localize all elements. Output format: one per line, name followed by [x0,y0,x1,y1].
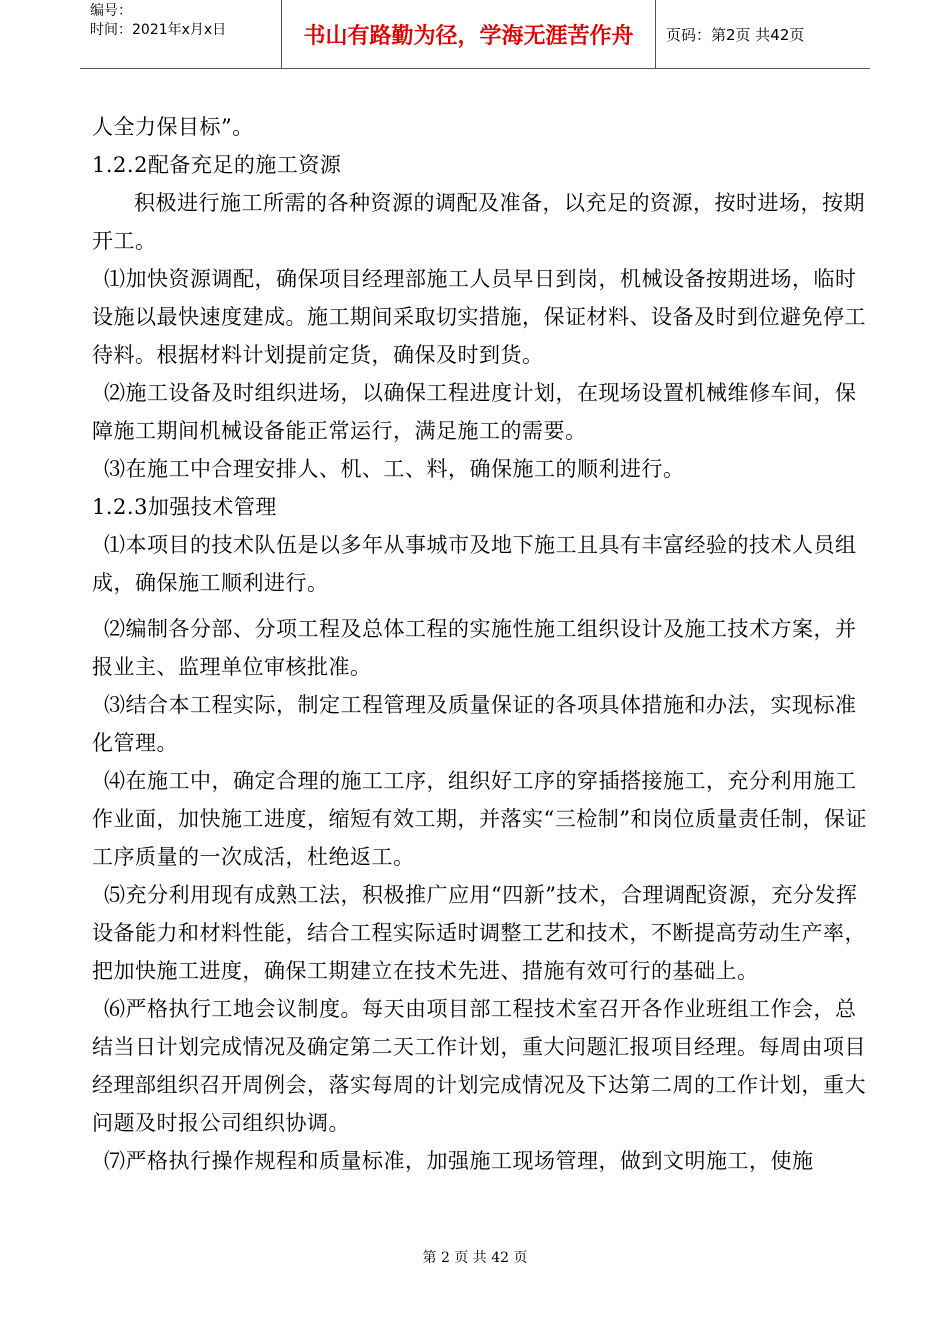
paragraph: ⑴加快资源调配，确保项目经理部施工人员早日到岗，机械设备按期进场，临时设施以最快速度建成。施工期间采取切实措施，保证材料、设备及时到位避免停工待料。根据材料计划提前定货，确保及时到货。 [92,267,866,367]
paragraph: 1.2.3加强技术管理 [92,495,277,519]
paragraph: ⑺严格执行操作规程和质量标准，加强施工现场管理，做到文明施工，使施 [104,1149,814,1173]
paragraph: ⑷在施工中，确定合理的施工工序，组织好工序的穿插搭接施工，充分利用施工作业面，加快施工进度，缩短有效工期，并落实“三检制”和岗位质量责任制，保证工序质量的一次成活，杜绝返工。 [92,769,867,869]
paragraph: ⑹严格执行工地会议制度。每天由项目部工程技术室召开各作业班组工作会，总结当日计划完成情况及确定第二天工作计划，重大问题汇报项目经理。每周由项目经理部组织召开周例会，落实每周的计划完成情况及下达第二周的工作计划，重大问题及时报公司组织协调。 [92,997,866,1135]
paragraph: 积极进行施工所需的各种资源的调配及准备，以充足的资源，按时进场，按期开工。 [92,191,865,253]
paragraph: 1.2.2配备充足的施工资源 [92,153,342,177]
document-time-label: 时间：2021年x月x日 [90,22,227,38]
document-number-label: 编号： [90,3,132,19]
paragraph: ⑶结合本工程实际，制定工程管理及质量保证的各项具体措施和办法，实现标准化管理。 [92,693,857,755]
paragraph: ⑵施工设备及时组织进场，以确保工程进度计划，在现场设置机械维修车间，保障施工期间机械设备能正常运行，满足施工的需要。 [92,381,857,443]
paragraph: ⑸充分利用现有成熟工法，积极推广应用“四新”技术，合理调配资源，充分发挥设备能力和材料性能，结合工程实际适时调整工艺和技术，不断提高劳动生产率，把加快施工进度，确保工期建立在技术先进、措施有效可行的基础上。 [92,883,866,983]
paragraph: ⑵编制各分部、分项工程及总体工程的实施性施工组织设计及施工技术方案，并报业主、监理单位审核批准。 [92,617,857,679]
header-page-info: 页码：第2页 共42页 [666,25,805,44]
header-meta [80,0,282,68]
paragraph: 人全力保目标”。 [92,115,254,139]
header-motto: 书山有路勤为径，学海无涯苦作舟 [282,0,656,68]
page-footer: 第 2 页 共 42 页 [422,1250,528,1266]
paragraph: ⑶在施工中合理安排人、机、工、料，确保施工的顺利进行。 [104,457,685,481]
page-header [80,0,870,69]
document-body [92,108,868,1180]
paragraph: ⑴本项目的技术队伍是以多年从事城市及地下施工且具有丰富经验的技术人员组成，确保施工顺利进行。 [92,533,857,595]
